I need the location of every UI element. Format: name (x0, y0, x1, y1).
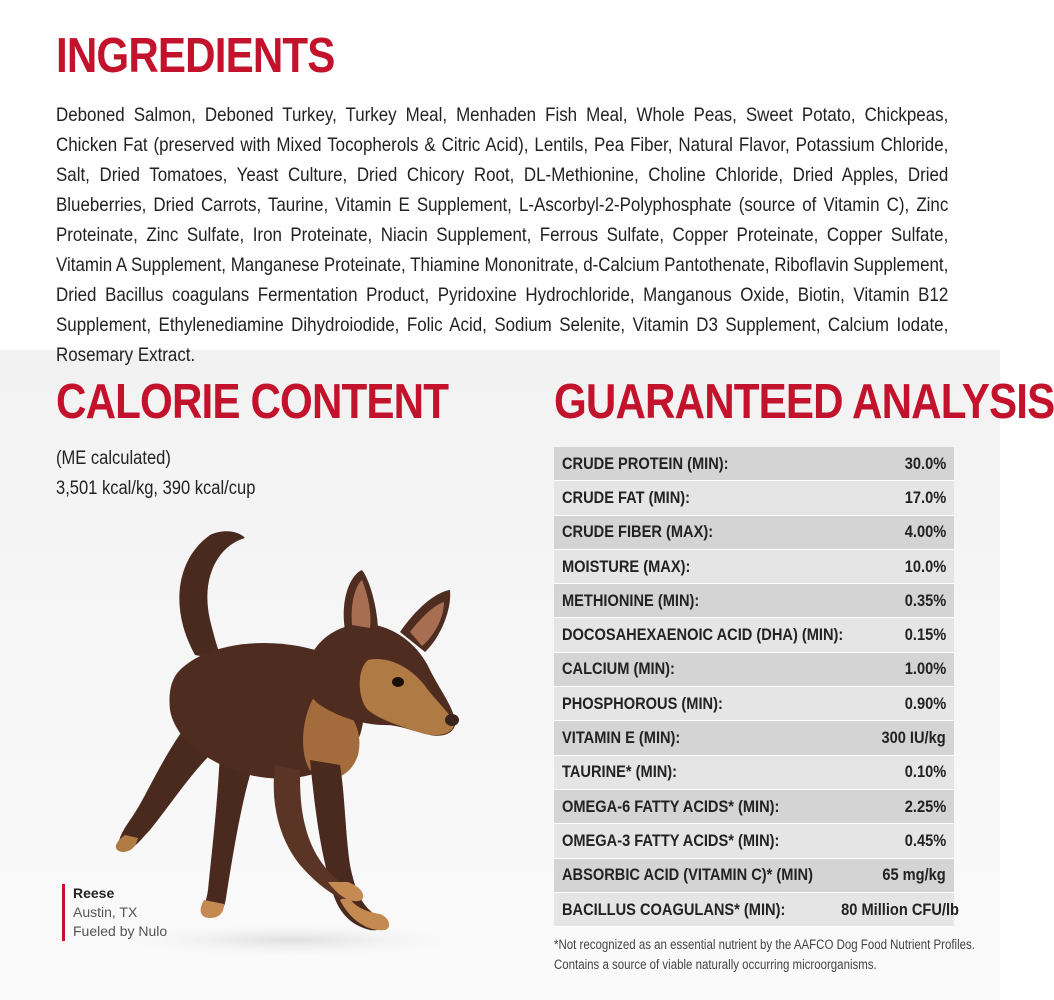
nutrient-value: 300 IU/kg (881, 728, 946, 748)
nutrient-label: TAURINE* (MIN): (562, 762, 678, 782)
analysis-row (554, 550, 954, 584)
ingredients-title: INGREDIENTS (56, 29, 335, 83)
analysis-row (554, 824, 954, 858)
guaranteed-analysis-title: GUARANTEED ANALYSIS (554, 375, 1054, 429)
nutrient-value: 0.15% (904, 625, 946, 645)
analysis-row (554, 790, 954, 824)
dog-tagline: Fueled by Nulo (73, 923, 168, 939)
footnote-line-2: Contains a source of viable naturally occurring microorganisms. (554, 957, 877, 972)
calorie-content-title: CALORIE CONTENT (56, 375, 449, 429)
nutrient-label: ABSORBIC ACID (VITAMIN C)* (MIN) (562, 865, 813, 885)
analysis-row (554, 481, 954, 515)
nutrient-label: CRUDE FAT (MIN): (562, 487, 691, 507)
nutrient-label: OMEGA-6 FATTY ACIDS* (MIN): (562, 796, 780, 816)
analysis-row (554, 653, 954, 687)
nutrient-label: OMEGA-3 FATTY ACIDS* (MIN): (562, 830, 780, 850)
nutrient-label: CRUDE PROTEIN (MIN): (562, 453, 729, 473)
photo-caption (62, 884, 167, 941)
nutrient-value: 30.0% (904, 453, 946, 473)
analysis-row (554, 893, 959, 927)
nutrient-label: VITAMIN E (MIN): (562, 728, 681, 748)
nutrient-label: CALCIUM (MIN): (562, 659, 675, 679)
calorie-method: (ME calculated) (56, 448, 171, 469)
calorie-content-text (56, 444, 255, 504)
analysis-row (554, 447, 954, 481)
analysis-footnote (554, 935, 975, 975)
nutrient-value: 10.0% (904, 556, 946, 576)
analysis-row (554, 756, 954, 790)
nutrient-value: 17.0% (904, 487, 946, 507)
nutrient-label: METHIONINE (MIN): (562, 590, 700, 610)
guaranteed-analysis-table (554, 447, 959, 927)
analysis-row (554, 859, 954, 893)
analysis-row (554, 584, 954, 618)
nutrient-value: 65 mg/kg (882, 865, 946, 885)
footnote-line-1: *Not recognized as an essential nutrient by the AAFCO Dog Food Nutrient Profiles. (554, 937, 975, 952)
dog-location: Austin, TX (73, 904, 138, 920)
analysis-row (554, 721, 954, 755)
analysis-row (554, 687, 954, 721)
nutrient-value: 2.25% (904, 796, 946, 816)
nutrient-value: 0.35% (904, 590, 946, 610)
nutrient-value: 1.00% (904, 659, 946, 679)
nutrient-label: DOCOSAHEXAENOIC ACID (DHA) (MIN): (562, 625, 844, 645)
nutrient-value: 0.90% (904, 693, 946, 713)
nutrient-label: MOISTURE (MAX): (562, 556, 691, 576)
analysis-row (554, 618, 954, 652)
nutrient-value: 0.10% (904, 762, 946, 782)
nutrient-value: 4.00% (904, 522, 946, 542)
nutrient-value: 0.45% (904, 830, 946, 850)
nutrient-label: BACILLUS COAGULANS* (MIN): (562, 899, 786, 919)
dog-name: Reese (73, 885, 115, 901)
calorie-values: 3,501 kcal/kg, 390 kcal/cup (56, 478, 256, 499)
nutrient-label: PHOSPHOROUS (MIN): (562, 693, 723, 713)
nutrient-label: CRUDE FIBER (MAX): (562, 522, 714, 542)
nutrient-value: 80 Million CFU/lb (840, 899, 959, 919)
ingredients-text: Deboned Salmon, Deboned Turkey, Turkey Meal, Menhaden Fish Meal, Whole Peas, Sweet Potato, Chickpeas, Chicken Fat (preserved with Mixed Tocopherols & Citric Acid), Lentils, Pea Fiber, Natural Flavor, Potassium Chloride, Salt, Dried Tomatoes, Yeast Culture, Dried Chicory Root, DL-Methionine, Choline Chloride, Dried Apples, Dried Blueberries, Dried Carrots, Taurine, Vitamin E Supplement, L-Ascorbyl-2-Polyphosphate (source of Vitamin C), Zinc Proteinate, Zinc Sulfate, Iron Proteinate, Niacin Supplement, Ferrous Sulfate, Copper Proteinate, Copper Sulfate, Vitamin A Supplement, Manganese Proteinate, Thiamine Mononitrate, d-Calcium Pantothenate, Riboflavin Supplement, Dried Bacillus coagulans Fermentation Product, Pyridoxine Hydrochloride, Manganous Oxide, Biotin, Vitamin B12 Supplement, Ethylenediamine Dihydroiodide, Folic Acid, Sodium Selenite, Vitamin D3 Supplement, Calcium Iodate, Rosemary Extract. (56, 104, 949, 366)
analysis-row (554, 516, 954, 550)
